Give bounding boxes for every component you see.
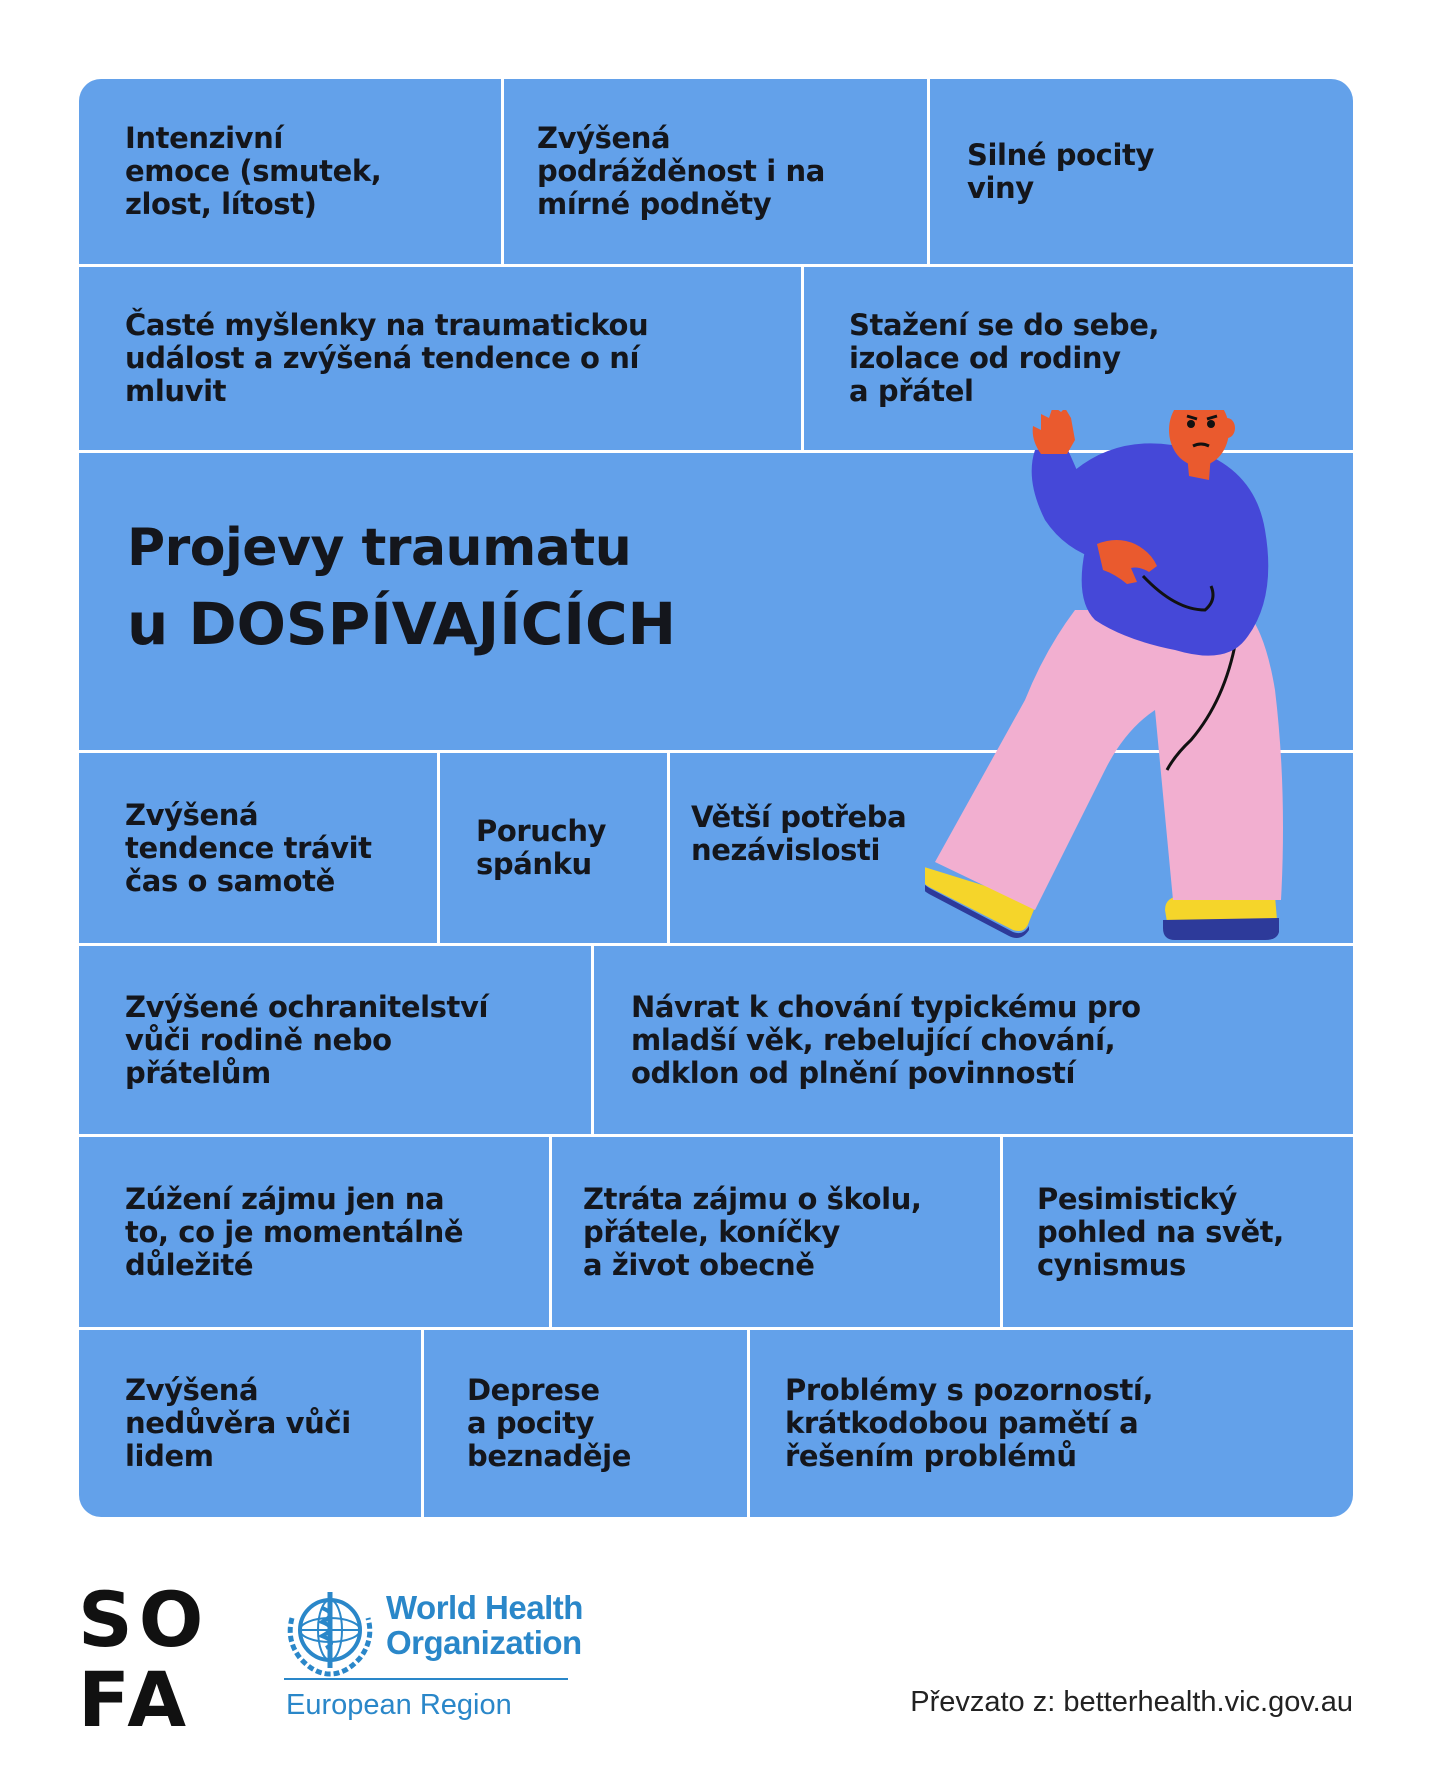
symptom-cell: Problémy s pozorností, krátkodobou pamětí a řešením problémů	[785, 1373, 1154, 1473]
symptom-cell: Časté myšlenky na traumatickou událost a zvýšená tendence o ní mluvit	[125, 308, 649, 408]
symptom-cell: Větší potřeba nezávislosti	[691, 800, 907, 867]
page-title	[127, 515, 676, 667]
symptom-cell: Zúžení zájmu jen na to, co je momentálně důležité	[125, 1181, 464, 1282]
divider	[591, 946, 594, 1134]
symptom-cell: Zvýšená tendence trávit čas o samotě	[125, 797, 372, 898]
divider	[501, 79, 504, 264]
divider	[421, 1330, 424, 1517]
title-line-2: u DOSPÍVAJÍCÍCH	[127, 590, 677, 658]
divider	[927, 79, 930, 264]
divider	[1000, 1137, 1003, 1327]
symptom-cell: Návrat k chování typickému pro mladší věk, rebelující chování, odklon od plnění povinností	[631, 989, 1141, 1090]
symptom-cell: Zvýšená podrážděnost i na mírné podněty	[537, 121, 825, 221]
symptom-cell: Intenzivní emoce (smutek, zlost, lítost)	[125, 121, 382, 221]
divider	[549, 1137, 552, 1327]
who-divider	[284, 1678, 568, 1680]
divider	[801, 267, 804, 452]
divider	[667, 753, 670, 943]
divider	[79, 450, 804, 453]
source-credit: Převzato z: betterhealth.vic.gov.au	[910, 1686, 1353, 1718]
who-region: European Region	[286, 1689, 512, 1721]
sofa-logo-text: SO FA	[78, 1575, 210, 1744]
symptom-cell: Deprese a pocity beznaděje	[467, 1373, 631, 1473]
who-name: World Health Organization	[386, 1589, 583, 1661]
symptom-cell: Ztráta zájmu o školu, přátele, koníčky a život obecně	[583, 1181, 922, 1282]
sofa-logo	[78, 1575, 210, 1744]
divider	[437, 753, 440, 943]
teenager-illustration	[925, 410, 1345, 950]
divider	[747, 1330, 750, 1517]
title-line-1: Projevy traumatu	[127, 518, 632, 578]
symptom-cell: Poruchy spánku	[476, 814, 607, 881]
symptom-cell: Stažení se do sebe, izolace od rodiny a přátel	[849, 308, 1160, 408]
symptom-cell: Pesimistický pohled na svět, cynismus	[1037, 1181, 1284, 1282]
symptom-cell: Zvýšené ochranitelství vůči rodině nebo přátelům	[125, 989, 489, 1090]
who-emblem-icon	[278, 1578, 382, 1682]
symptom-cell: Silné pocity viny	[967, 137, 1154, 205]
symptom-cell: Zvýšená nedůvěra vůči lidem	[125, 1373, 351, 1473]
